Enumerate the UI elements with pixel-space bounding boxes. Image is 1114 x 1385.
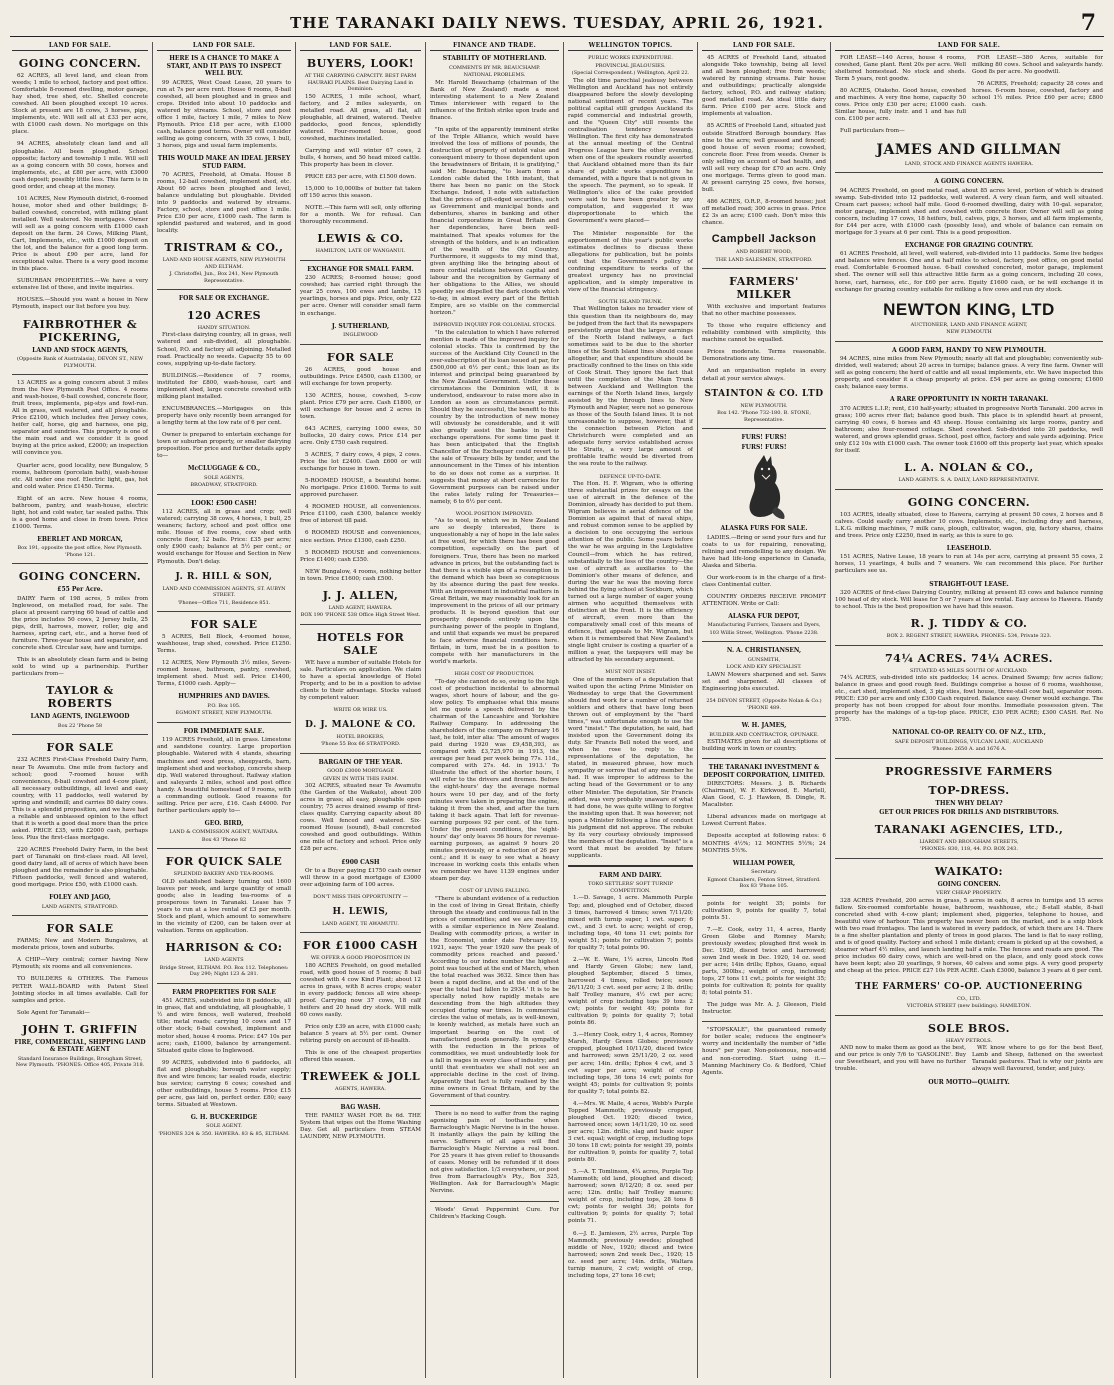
- page-number: 7: [1080, 10, 1096, 36]
- article-text: The Hon. H. F. Wigram, who is offering three substantial prizes for essays on the use of aircraft in the defence of the Dominion, already has decided to put them. Wigram believes in aerial defence of the Dominion as against that of naval ships, and robust common sense to be applied by a decision to one occupying the serious attention of the public. Some years before the war he was arguing in the Legislative Council—from which he has retired, substantially to the loss of the country—the use of aircraft as auxiliaries to the Dominion's other means of defence, and during the war he was the moving force behind the flying school at Sockburn, which turned out a large number of eager young airmen who acquitted themselves with distinction at the front. It is the efficiency of aircraft, even more than the comparatively small cost of this means of defence, that appeals to Mr. Wigram, but when it is remembered that New Zealand's single light cruiser is costing a quarter of a million a year, the taxpayers will may be attracted by his secondary argument.: [568, 481, 693, 664]
- article-text: 5.—A. T. Tomlinson, 4¼ acres, Purple Top Mammoth; old land, ploughed and disced; harrowed; sown 8/12/20; 8 oz. seed per acre; 12in. drills; half Trolley manure; weight of crop, including tops, 28 tons 8 cwt; points for weight 36; points for cultivation 9; points for quality 7; total points 71.: [568, 1169, 693, 1225]
- ad-subheading: WE OFFER A GOOD PROPOSITION IN: [310, 955, 411, 962]
- agent-address: BOX 190 'PHONE 538 Office High Street West.: [300, 612, 421, 619]
- agent-address: THE LAND SALESMEN, STRATFORD.: [715, 256, 813, 263]
- ad-text: ENCUMBRANCES.—Mortgages on this property have only recently been arranged for a lengthy term at the low rate of 6 per cent.: [157, 405, 291, 426]
- agent-address: 'Phone 55 Box 66 STRATFORD.: [320, 741, 401, 748]
- agent-subtitle: LAND AGENTS: [204, 957, 244, 964]
- ad-heading: GOING CONCERN.: [18, 57, 142, 71]
- ad-text: This is an absolutely clean farm and is being sold to wind up a partnership. Further particulars from—: [12, 657, 148, 678]
- ad-text: 320 ACRES of first-class Dairying Country, milking at present 83 cows and balance running 100 head of dry stock. Will lease for 5 or 7 years at low rental. Easy access to Hawera. Handy to school. This is the best proposition we have had this season.: [835, 590, 1103, 611]
- agent-name: SOLE BROS.: [928, 1021, 1010, 1035]
- article-text: 1.—D. Savage, 1 acre. Mammoth Purple Top; and, ploughed end of October, disced 3 times, harrowed 4 times; sown 7/11/20; mixed with turnip super, 1 cwt. super; 6 cwt., and 3 cwt. to acre; weight of crop, including tops, 40 tons 11 cwt; points for weight 51; points for cultivation 7; points for quality 7; total points 90.: [568, 895, 693, 951]
- ad-heading: FOR SALE: [46, 741, 114, 755]
- ad-text: Carrying and will winter 67 cows, 2 bulls, 4 horses, and 50 head mixed cattle. This property has been in clover.: [300, 147, 421, 168]
- masthead: [10, 10, 1104, 37]
- ad-text: FARMS; New and Modern Bungalows, at moderate prices, town and suburbs.: [12, 938, 148, 952]
- column-5: [568, 42, 693, 1378]
- column-3: [300, 42, 421, 1378]
- ad-text: 5 ACRES, 7 dairy cows, 4 pigs, 2 cows. Price the lot £2400. Cash £600 or will exchange for house in town.: [300, 452, 421, 473]
- ad-heading: HOTELS FOR SALE: [316, 630, 405, 657]
- ad-text: FOR LEASE—140 Acres, house 4 rooms, cowshed, Gane plant. Rent 20s per acre. Well sheltered homestead. No stock and sheds. Term 5 years, rent goodw.: [835, 55, 966, 83]
- ad-text: 151 ACRES, Native Lease, 18 years to run at 14s per acre, carrying at present 55 cows, 2 horses, 11 yearlings, 4 bulls and 7 weaners. We can recommend this place. For further particulars see us.: [835, 554, 1103, 575]
- advert-text: "STOPSKALE", the guaranteed remedy for boiler scale; reduces the engineer's worry and incidentally the number of "idle hours" per year. Non-poisonous, non-acid and non-corroding. Start using it.—Manning Machinery Co. & Bedford, 'Chief Agents.: [702, 1027, 826, 1076]
- ad-text: DAIRY Farm of 198 acres, 5 miles from Inglewood, on metalled road, for sale. The place at present carrying 60 head of cattle and the price includes 50 cows, 2 Jersey bulls, 25 pigs, drill, harrows, mower, roller, gig and harness, spring cart, etc., and a horse feed of furniture. Three-year house and separator, and concrete shed. Circular saw, haw and turnips.: [12, 595, 148, 652]
- article-subheading: NATIONAL PROBLEMS.: [463, 72, 526, 79]
- ad-text: 220 ACRES Freehold Dairy Farm, in the best part of Taranaki on first-class road. All level, good dairy land, all of acres of which have been ploughed and the remainder is also ploughable. Fifteen paddocks, well fenced and watered, good mortgage. Price £50, with £1000 cash.: [12, 847, 148, 889]
- column-heading: LAND FOR SALE.: [300, 42, 421, 51]
- ad-subheading: SPLENDID BAKERY AND TEA-ROOMS.: [173, 871, 275, 878]
- agent-name: TARANAKI AGENCIES, LTD.,: [874, 822, 1064, 836]
- ad-heading: GOING CONCERN.: [18, 570, 142, 584]
- ad-text: BUILDINGS.—Residence of 7 rooms, instituted for £800, wash-house, cart and implement shed, large concrete cowshed with milking plant installed.: [157, 372, 291, 400]
- agent-name: EBERLET AND MORCAN,: [37, 535, 123, 543]
- ad-text: 130 ACRES, house, cowshed, 5-cow plant. Price £79 per acre. Cash £1800, or will exchange for house and 2 acres in town.: [300, 392, 421, 420]
- agent-name: HARRISON & CO:: [165, 941, 283, 955]
- ad-text: 5 ACRES, Bell Block, 4-roomed house, washhouse, trap shed, cowshed. Price £1250. Terms.: [157, 634, 291, 655]
- agent-name: J. J. ALLEN,: [322, 588, 399, 602]
- article-subheading: IMPROVED INQUIRY FOR COLONIAL STOCKS.: [433, 322, 556, 329]
- article-text: 7.—E. Cook, estry 11, 4 acres, Hardy Green Globe and Romney Marsh; previously swedes; ploughed first week in Dec. 1920, disced twice and harrowed; sown 2nd week in Dec. 1920, 14 oz. seed per acre; 14in drills; Ephos, Guano, equal parts, 300lbs.; weight of crop, including tops, 27 tons 11 cwt.; points for weight 35; points for cultivation 8; points for quality 8; total points 51.: [702, 926, 826, 997]
- article-text: 2.—W. E. Ware, 1½ acres, Lincoln Red and Hardy Green Globe; new land, ploughed September, disced 5 times, harrowed 4 times, rolled twice; sown 26/11/20; 3 cwt. seed per acre; 2 lb. drills; half Trolley manure, 4½ cwt per acre; weight of crop including tops 39 tons 2 cwt; points for weight 49; points for cultivation 9; points for quality 7; total points 86.: [568, 956, 693, 1027]
- agent-name: TAYLOR & ROBERTS: [46, 684, 114, 711]
- column-heading: FINANCE AND TRADE.: [430, 42, 559, 51]
- article-byline: (Special Correspondent.) Wellington, April 22.: [571, 70, 690, 77]
- ad-text: 85 ACRES of Freehold Land, situated just outside Stratford Borough boundary. Has nine to the acre; well grassed and fenced; good house of seven rooms; cowshed, concrete floor. Free from weeds. Owner is only selling on account of bad health, and will sell very cheap for £70 an acre. Only one mortgage. Terms given to good man. At present carrying 25 cows, five horses, bull.: [702, 123, 826, 193]
- article-subheading: PROVINCIAL JEALOUSIES.: [595, 62, 666, 69]
- article-text: One of the members of a deputation that waited upon the acting Prime Minister on Wednesday to urge that the Government should find work for a number of returned soldiers and others that have long been thrown out of employment by the "hard times," was unfortunate enough to use the word "insist." The deputation, he said, had insisted upon the Government doing its duty. Sir Francis Bell noted the word, and when he rose to reply to the representations of the deputation, he stated, in measured phrase, how much sympathy or sorrow that of any member he had. It was improper to address to the acting head of the Government or to any other Minister. The deputation, Sir Francis added, was very probably unaware of what it had done, he was quite willing to forgive the insisting upon that. It was however, not upon a Minister following a line of conduct his judgment did not approve. The rebuke by its very courtesy obviously impressed the members of the deputation. "Insist" is a word that must be avoided by future supplicants.: [568, 676, 693, 859]
- ad-heading: FOR SALE OR EXCHANGE.: [178, 295, 270, 303]
- ad-text: 45 ACRES of Freehold Land, situated alongside Toko township, being all level and all been ploughed; free from weeds; watered by running streams. Fair house and outbuildings; practically alongside factory, school, P.O. and railway station; good metalled road. An ideal little dairy farm. Price £100 per acre. Stock and implements at valuation.: [702, 55, 826, 118]
- agent-name: McCLUGGAGE & CO.,: [187, 465, 261, 473]
- agent-name: D. J. MALONE & CO.: [305, 719, 416, 730]
- article-text: "To-day she cannot do so, owing to the high cost of production incidental to abnormal wages, short hours of labour, and the go-slow policy. To emphasise what this means let me quote a speech delivered by the chairman of the Lancashire and Yorkshire Railway Company. In addressing the shareholders of the company on February 16 last, he told, inter alia: 'The amount of wages paid during 1920 was £9,458,393, as compared with £3,725,970 in 1913, the average per head per week being 77s. 11d., compared with 27s. 4d. in 1913.' To illustrate the effect of the shorter hours, I will refer to the drivers and firemen. Before the eight-hours' day the average normal hours were 10 per day, and of the forty minutes were taken in preparing the engine, taking it from the shed, and after the turn taking it back again. That left for revenue-earning purposes 92 per cent. of the turn. Under the present conditions, the 'eight-hours' day' only leaves 56 hours for revenue-earning purposes, as against 9 hours 20 minutes previously, or a reduction of 26 per cent.; and it is easy to see what a heavy increase in working costs this entails when we remember we have 1139 engines under steam per day.: [430, 678, 559, 883]
- ad-heading: 74¼ ACRES. 74¼ ACRES.: [885, 651, 1053, 665]
- ad-text: 62 ACRES, all level land, and clean from weeds; 1 mile to school, factory and post office. Comfortable 8-roomed dwelling, motor garage, hay shed, tree shed, etc. Shelled concrete cowshed. All been ploughed except 10 acres. Stock at present are 18 cows, 3 horses, pigs, implements, etc. Will sell all at £33 per acre, with £1000 cash down. No mortgage on this place.: [12, 73, 148, 136]
- agent-subtitle: CO., LTD.: [956, 995, 982, 1002]
- ad-subheading: DON'T MISS THIS OPPORTUNITY —: [313, 894, 408, 901]
- ad-text: Sole Agent for Taranaki—: [17, 1009, 90, 1016]
- agent-name: N. A. CHRISTIANSEN,: [726, 647, 802, 655]
- column-heading: LAND FOR SALE.: [12, 42, 148, 51]
- article-heading: STABILITY OF MOTHERLAND.: [442, 55, 547, 63]
- article-text: The old time parochial jealousy between Wellington and Auckland has not entirely disappeared before the slowly developing national sentiment of recent years. The political capital still grudges Auckland its rapid commercial and industrial growth, and the "Queen City" still resents the centralisation tendency towards Wellington. The first city has demonstrated at the annual meeting of the Central Progress League here the other evening, when one of the speakers roundly asserted that Auckland obtained more than its fair share of public works expenditure he demanded, with a figure that is not given in the speech. The payment, so to speak. If Wellington's slice of the cake provided were said to have been greater by any computation, and suggested it was disproportionate to which the Government's were placed—: [568, 77, 693, 225]
- agent-address: Egmont Chambers, Fenton Street, Stratford. Box 83 'Phone 105.: [707, 876, 821, 890]
- column-4: [430, 42, 559, 1378]
- ad-heading: FOR IMMEDIATE SALE.: [183, 727, 265, 735]
- ad-text: SUBURBAN PROPERTIES.—We have a very extensive list of these, and invite inquiries.: [12, 278, 148, 292]
- agent-subtitle: P.O. Box 105.: [207, 702, 241, 709]
- agent-name: G. H. BUCKERIDGE: [190, 1113, 258, 1121]
- agent-subtitle: LAND AGENTS. S. A. DAILY, LAND REPRESENTATIVE.: [898, 477, 1040, 484]
- ad-heading: FURS! FURS!: [741, 443, 787, 451]
- advert-text: Woods' Great Peppermint Cure. For Children's Hacking Cough.: [430, 1206, 559, 1220]
- agent-name: W. H. JAMES,: [741, 722, 787, 730]
- ad-text: Or to a Buyer paying £1750 cash owner will throw in a good mortgage of £3000 over adjoining farm of 100 acres.: [300, 868, 421, 889]
- ad-heading: FARM PROPERTIES FOR SALE: [172, 988, 276, 996]
- article-text: 3.—Henry Cook, estry 1, 4 acres, Romney Marsh, Hardy Green Globes; previously cropped, ploughed 10/11/20, disced twice and harrowed; sown 25/11/20, 2 oz. seed per acre; 14in. drills; Ephos 4 cwt, and 3 cwt super per acre; weight of crop including tops, 36 tons 14 cwt; points for weight 45; points for cultivation 9; points for quality 7; total points 82.: [568, 1032, 693, 1095]
- ad-text: 643 ACRES, carrying 1000 ewes, 50 bullocks, 20 dairy cows. Price £14 per acre. Only £750 cash required.: [300, 425, 421, 446]
- ad-text: NEW Bungalow, 4 rooms, nothing better in town. Price £1600; cash £500.: [300, 568, 421, 582]
- ad-text: 370 ACRES L.I.P.; rent, £10 half-yearly; situated in progressive North Taranaki. 200 acres in grass; 100 acres river flat; balance good bush. This place is in splendid heart at present, carrying 40 cows, 6 horses and 45 sheep. House containing six large rooms, pantry and bathroom; also four-roomed cottage. Shed cowshed. Sub-divided into 20 paddocks, well watered, and grows splendid grass. School, post office, factory and sale yards adjoining. Price only £12 10s with £1000 cash. The owner took £1600 off this property last year, which speaks for itself.: [835, 405, 1103, 455]
- ad-text: 230 ACRES; 8-roomed house; good cowshed; has carried right through the year 25 cows, 100 ewes and lambs, 15 yearlings, horses and pigs. Price, only £22 per acre. Owner will consider small farm in exchange.: [300, 275, 421, 317]
- agent-address: VICTORIA STREET (new buildings). HAMILTON.: [906, 1003, 1032, 1009]
- agent-address: Bridge Street, ELTHAM. P.O. Box 112. Telephones: Day 290; Night 123 & 281.: [159, 964, 289, 978]
- ad-text: 5-ROOMED HOUSE, a beautiful home. No mortgage. Price £1600. Terms to suit approved purchaser.: [300, 478, 421, 499]
- article-subheading: MUST NOT INSIST.: [605, 669, 656, 676]
- ad-text: With exclusive and important features that no other machine possesses.: [702, 304, 826, 318]
- agent-address: 'PHONES: 830, 118, 44. P.O. BOX 243.: [920, 846, 1018, 853]
- ad-text: 451 ACRES, subdivided into 8 paddocks, all in grass, flat and undulating, all ploughable, 1 ½ and wire fences, well watered, freehold title; metal roads; carrying 10 cows and 17 other stock; 6-bail cowshed, implement and motor shed, house 4 rooms. Price: £47 10s per acre; cash, £1000, balance by arrangement. Situated quite close to Inglewood.: [157, 998, 291, 1054]
- article-text: "There is abundant evidence of a reduction in the cost of living in Great Britain, chiefly through the steady and continuous fall in the prices of commodities; and we are meeting with a similar experience in New Zealand. Dealing with commodity prices, a writer in the Economist, under date February 19, 1921, says: 'The year 1920 saw the peak of commodity prices reached and passed.' According to our index number the highest point was touched at the end of March, when the total reached was 3632. Since then has been a rapid decline, and at the end of the year the total had fallen to 2934.' It is to be specially noted how rapidly metals are descending from the high altitudes they occupied during war times. In commercial circles the value of metals, as is well-known, is keenly watched, as metals have such an important bearing on the cost of manufactured goods generally. In sympathy with the reduction in the prices of commodities, we must undoubtedly look for a fall in wages in every class of industry; and until that eventuates we shall not see an appreciable decline in the cost of living. Apparently that fact is fully realised by the mine owners in Great Britain, and by the Government of that country.: [430, 895, 559, 1099]
- advert-text: There is no need to suffer from the raging agonising pain of toothache when Barraclough's Magic Nervine is in the house. It instantly allays the pain by killing the nerve. Sufferers of all ages will find Barraclough's Magic Nervine a real boon. For 25 years it has given relief to thousands of cases. Money will be refunded if it does not give satisfaction. 1/3 everywhere, or post free from Barraclough's Pty., Box 325, Wellington. Ask for Barraclough's Magic Nervine.: [430, 1110, 559, 1195]
- ad-text: Prices moderate. Terms reasonable. Demonstrations any time.: [702, 349, 826, 363]
- article-text: 6.—J. E. Jamieson, 2½ acres, Purple Top Mammoth; previously swedes; ploughed middle of Nov., 1920; disced and twice harrowed; sown 2nd week Dec., 1920; 15 oz. seed per acre; 14in. drills, Waltara turnip manure, 2 cwt; weight of crop, including tops, 27 tons 16 cwt;: [568, 1230, 693, 1279]
- ad-text: 328 ACRES Freehold, 200 acres in grass, 5 acres in oats, 8 acres in turnips and 15 acres fallow. Six-roomed comfortable house, bathroom, washhouse, etc.; 8-stall stable, 8-bail concreted shed with 4-cow plant; implement shed, piggeries, telephone to house, and beautiful view of harbour. This property has never been on the market, and is a snip block with two road frontages. The land is watered in every paddock, of which there are 14. There is a fine shelter plantation and plenty of trees in good places. The land is flat to easy rolling, and is of good quality. Factory and school 1 mile distant; cream is picked up at the cowshed, a steamer wharf 4½ miles, and launch landing half a mile. The fences and roads are good. The price includes 60 dairy cows, which are well-bred on the place, and only good stock cows have been kept; also 20 yearlings, 9 horses, 40 calves and some pigs. A very good property and cheap at the price. PRICE £27 10s PER ACRE. Cash £3000, balance 3 years at 6 per cent.: [835, 897, 1103, 975]
- ad-text: NOTE.—This farm will sell, only offering for a month. We for refusal. Can thoroughly recommend.: [300, 205, 421, 226]
- ad-subheading: £55 Per Acre.: [57, 586, 103, 594]
- ad-text: Quarter acre, good locality, new Bungalow, 5 rooms, bathroom (porcelain bath), wash-house etc. All under one roof. Electric light, gas, hot and cold water. Price £1450. Terms.: [12, 462, 148, 490]
- ad-text: And an organisation replete in every detail at your service always.: [702, 368, 826, 382]
- ad-subheading: GIVEN IN WITH THIS FARM.: [322, 775, 399, 782]
- article-text: "In spite of the apparently imminent strike of the Triple Alliance, which would have involved the loss of millions of pounds, the destruction of property of untold value and consequent misery to those dependent upon the breadwinners of Britain, it is gratifying," said Mr. Beauchamp, "to learn from a London cable dated the 16th instant, that there has been no panic on the Stock Exchange. Indeed, I note with satisfaction that the prices of gilt-edged securities, such as Government and municipal bonds and debentures, shares in banking and other financial corporations in Great Britain and her dependencies, have been well-maintained. That speaks volumes for the strength of the holders, and is an indication of the wealth of the Old Country. Furthermore, it suggests to my mind that, given anything like the bringing about of more cordial relations between capital and labour and the recognition by Germany of her obligations to the Allies, we should speedily see dispelled the dark clouds which to-day, in almost every part of the British Empire, are so visible on the commercial horizon.": [430, 126, 559, 317]
- column-7: [835, 42, 1103, 1378]
- ad-text: 4 ROOMED HOUSE, all conveniences. Price £1100, cash £300, balance weekly free of interest till paid.: [300, 504, 421, 525]
- article-subheading: SOUTH ISLAND TRUNK.: [598, 298, 663, 305]
- ad-heading: PROGRESSIVE FARMERS: [885, 764, 1053, 778]
- agent-subtitle: BUILDER AND CONTRACTOR, OPUNAKE.: [709, 731, 819, 738]
- ad-heading: BAG WASH.: [340, 1103, 381, 1111]
- ad-text: 99 ACRES, subdivided into 6 paddocks, all flat and ploughable; borough water supply; five and wire fences; tar sealed roads, electric bus service; carrying 6 cows; cowshed and other outbuildings, house 5 rooms. Price £15 per acre, gas laid on, perfect order. £80; easy terms. Situated at Westown.: [157, 1059, 291, 1108]
- ad-subheading: AT THE CARRYING CAPACITY. BEST FARM HAURAKI PLAINS. Best Dairying Land in Dominion.: [304, 73, 417, 93]
- agent-address: Box 22 'Phone 58: [57, 722, 103, 729]
- ad-text: THE FAMILY WASH FOR 8s 6d. THE System that wipes out the Home Washing Day. Get all particulars from STEAM LAUNDRY, NEW PLYMOUTH.: [300, 1113, 421, 1141]
- ad-subheading: GOOD £3000 MORTGAGE: [327, 768, 394, 775]
- agent-address: LOCK AND KEY SPECIALIST.: [726, 664, 802, 671]
- ad-text: WE know where to go for the best Beef, Lamb and Sheep, fattened on the sweetest Taranaki pastures. That is why our joints are always well flavoured, tender, and juicy.: [972, 1045, 1103, 1073]
- ad-text: Price only £39 an acre, with £1000 cash; balance 5 years at 5½ per cent. Owner retiring purely on account of ill-health.: [300, 1024, 421, 1045]
- ad-text: Owner is prepared to entertain exchange for town or suburban property, or smaller dairying proposition. For price and further details apply to—: [157, 432, 291, 460]
- article-subheading: TOKO SETTLERS' SOFT TURNIP COMPETITION.: [588, 881, 673, 894]
- agent-name: TRISTRAM & CO.,: [164, 241, 284, 255]
- ad-subheading: THEN WHY DELAY?: [935, 799, 1003, 807]
- ad-text: 26 ACRES, good house and outbuildings. Price £4500, cash £1300, or will exchange for town property.: [300, 366, 421, 387]
- ad-subheading: £900 CASH: [341, 858, 380, 866]
- column-heading: WELLINGTON TOPICS.: [568, 42, 693, 51]
- article-text: The judge was Mr. A. J. Gleeson, Field Instructor.: [702, 1002, 826, 1016]
- ad-subheading: GET OUR PRICES FOR DRILLS AND DISTRIBUTORS.: [879, 809, 1059, 817]
- ad-text: First-class dairying country, all in grass, well watered and sub-divided, all ploughable. School, P.O. and factory all adjoining. Metalled road. Practically no weeds. Capacity 55 to 60 cows, supplying up-to-date factory.: [157, 332, 291, 367]
- agent-subtitle: AND ROBERT WOOD,: [735, 249, 793, 256]
- agent-subtitle: SOLE AGENT.: [206, 1123, 242, 1130]
- ad-text: OLD established bakery turning out 1600 loaves per week, and large quantity of small goods; also in leading tea-rooms of a prosperous town in Taranaki. Lease has 7 years to run at a low rental of £3 per month. Stock and plant, which amount to somewhere in the vicinity of £200, can be taken over at valuation. Terms on application.: [157, 878, 291, 935]
- ad-text: AND now to make them as good as the best, and our price is only 7/6 to 'GASOLINE'. Buy our Sweetheart, and you will have no further trouble.: [835, 1045, 966, 1073]
- agent-subtitle: LAND AND HOUSE AGENTS, NEW PLYMOUTH AND ELTHAM.: [162, 257, 286, 270]
- agent-address: (Opposite Bank of Australasia), DEVON ST., NEW PLYMOUTH.: [17, 356, 143, 369]
- agent-name: WILLIAM POWER,: [732, 859, 796, 867]
- agent-name: J. R. HILL & SON,: [175, 571, 273, 582]
- ad-heading: FOR £1000 CASH: [302, 939, 419, 953]
- column-rule: [830, 42, 831, 1378]
- agent-address: 'Phones—Office 711, Residence 851.: [177, 599, 271, 606]
- agent-subtitle: LAND AGENTS, STRATFORD.: [41, 903, 119, 910]
- agent-subtitle: GUNSMITH,: [747, 656, 781, 663]
- agent-subtitle: HOTEL BROKERS,: [336, 733, 385, 740]
- ad-text: 99 ACRES, West Coast Lease, 20 years to run at 7s per acre rent. House 6 rooms, 8-bail cowshed, all been ploughed and in grass and crops. Divided into about 10 paddocks and watered by streams. School, store and post office 1 mile, factory 1 mile, 7 miles to New Plymouth. Price £18 per acre, with £1000 cash, balance good terms. Owner will consider selling as going concern, with 35 cows, 1 bull, 3 horses, pigs and usual farm implements.: [157, 79, 291, 149]
- column-rule: [697, 42, 698, 1378]
- ad-text: ESTIMATES given for all descriptions of building work in town or country.: [702, 739, 826, 753]
- ad-text: 74¼ ACRES, sub-divided into six paddocks; 14 acres. Drained Swamp; few acres fallow; balance in grass and good rough feed. Buildings comprise a house of 6 rooms, washhouse, etc., cart shed, implement shed, 3 pig sties, fowl house, three-stall cow bail, separator room. PRICE: £30 per acre and only £300 Cash required. Balance easy. Owner would exchange. The property has not been cropped for about four months. Immediate possession given. The property has the makings of a tip-top place. PRICE, £30 PER ACRE; £300 CASH. Ref. No 5795.: [835, 675, 1103, 724]
- agent-address: Box 142. 'Phone 732-180. B. STONE, Representative.: [717, 410, 811, 423]
- ad-text: 61 ACRES Freehold, all level, well watered, sub-divided into 11 paddocks. Some live hedges and balance wire fences. One and a half miles to school, factory, post office, on good metal road. Comfortable 6-roomed house. 6-bail cowshed concreted, motor garage, implement shed. The owner will sell this attractive little farm as a going concern, including 20 cows, horse, cart, harness, etc., for £60 per acre. Equity £1600 cash, or he will exchange it in exchange for grazing country suitable for milking a few cows and run dry stock.: [835, 251, 1103, 293]
- agent-subtitle: LAND AGENT, HAWERA.: [328, 604, 393, 611]
- agent-name: ALASKA FUR DEPOT,: [728, 612, 800, 620]
- ad-subheading: THIS WOULD MAKE AN IDEAL JERSEY STUD FARM.: [157, 155, 291, 170]
- ad-heading: A RARE OPPORTUNITY IN NORTH TARANAKI.: [889, 396, 1049, 404]
- lease-ads-row: [835, 55, 1103, 128]
- ad-heading: BUYERS, LOOK!: [306, 57, 415, 71]
- agent-address: EGMONT STREET, NEW PLYMOUTH.: [175, 710, 273, 717]
- agent-name: STAINTON & CO. LTD: [704, 388, 824, 399]
- ad-subheading: VERY CHEAP PROPERTY.: [936, 890, 1002, 897]
- agent-subtitle: AGENTS, HAWERA.: [335, 1086, 386, 1093]
- agent-name: THE FARMERS' CO-OP. AUCTIONEERING: [855, 981, 1083, 992]
- agent-subtitle: LAND AGENT, TE AWAMUTU.: [322, 920, 399, 927]
- article-subheading: COMMENTS BY MR. BEAUCHAMP.: [448, 64, 541, 71]
- ad-heading: FOR SALE: [327, 350, 394, 364]
- ad-text: 94 ACRES Freehold, on good metal road, about 85 acres level, portion of which is drained swamp. Sub-divided into 12 paddocks, well watered. A very clean farm, and well situated. Cream cart passes; school half mile. Good 6-roomed dwelling, dairy with 10-gal. separator, motor garage, implement shed and cowshed with concrete floor. Owner will sell as going concern, including 17 cows, 18 heifers, bull, calves, pigs, 3 horses, and all farm implements, for £44 per acre, with £1000 cash (possibly less), and whole of balance can remain on mortgage for 3 years at 6 per cent. This is a good proposition.: [835, 187, 1103, 236]
- ad-text: 80 ACRES, Otakeho. Good house, cowshed and machines. A very fine home, capacity 50 cows. Price only £30 per acre; £1000 cash. Similar house, fully instr. and 1 and has full con. £100 per acre.: [835, 88, 966, 123]
- ad-text: 101 ACRES, New Plymouth district, 6-roomed house, motor shed and other buildings; 8-bailed cowshed, concreted, with milking plant installed. Well watered. No mortgages. Owner will sell as a going concern with £1000 cash deposit on the farm. 24 Cows, Milking Plant, Cart, Implements, etc., with £1000 deposit on the lot, and the balance for a good long term. Price is about £90 per acre, land for exceptional value. There is a very good income in this place.: [12, 195, 148, 273]
- agent-address: 'PHONES 324 & 350. HAWERA. 83 & 85, ELTHAM.: [158, 1130, 290, 1137]
- ad-text: 150 ACRES, 1 mile school, wharf, factory, and 2 miles saleyards, on metalled road. All grass, all flat, all ploughable, all drained, watered. Twelve paddocks, good fences, splendidly watered. Four-roomed house, good cowshed, machines installed.: [300, 93, 421, 142]
- agent-subtitle: LIARDET AND BROUGHAM STREETS,: [919, 838, 1019, 845]
- agent-address: Box 43 'Phone 82: [201, 836, 247, 843]
- column-1: [12, 42, 148, 1378]
- article-heading: PUBLIC WORKS EXPENDITURE.: [588, 55, 673, 62]
- column-heading: LAND FOR SALE.: [835, 42, 1103, 51]
- column-heading: LAND FOR SALE.: [157, 42, 291, 51]
- agent-address: NEW PLYMOUTH: [946, 329, 992, 336]
- article-text: That Wellington takes no broader view of this question than its neighbours do, may be judged from the fact that its newspapers persistently argue that the larger earnings of the North Island railways, a fact sometimes said to be due to the shorter lines of the South Island lines should cease altogether, and that expenditure should be practically confined to the lines on this side of Cook Strait. They ignore the fact that until the completion of the Main Trunk between Auckland and Wellington the earnings of the North Island lines, largely assisted by the through lines to New Plymouth and Napier, were not so generous as those of the South Island lines. It is not unreasonable to suppose, however, that if the connection between Picton and Christchurch were completed and an adequate ferry service established across the Straits, a very large amount of profitable traffic would be diverted from the sea route to the railway.: [568, 306, 693, 468]
- article-text: The Minister responsible for the apportionment of this year's public works estimates declines to discuss these allegations for publication, but he points out that the Government's policy of confining expenditure to works of the greatest urgency has no provincial application, and is simply imperative in view of the financial stringency.: [568, 230, 693, 293]
- article-text: 4.—Mrs. W. Maile, 4 acres, Webb's Purple Topped Mammoth; previously cropped, ploughed Oct. 1920; disced twice, harrowed once; sown 14/11/20, 10 oz. seed per acre; 12in. drills; slag and basic super 3 cwt. equal; weight of crop, including tops 30 tons 18 cwt; points for weight 39, points for cultivation 9, points for quality 7, total points 80.: [568, 1100, 693, 1164]
- ad-text: Deposits accepted at following rates: 6 MONTHS 4½%; 12 MONTHS 5½%; 24 MONTHS 5½%.: [702, 833, 826, 854]
- ad-text: 12 ACRES, New Plymouth 3½ miles, Seven-roomed house, bathroom, pantry, cowshed, implement shed. Must sell. Price £1400, Terms, £1000 cash. Apply—: [157, 660, 291, 688]
- agent-name: FAIRBROTHER & PICKERING,: [22, 317, 138, 344]
- ad-text: 6 ROOMED HOUSE and conveniences, nice section. Price £1300, cash £250.: [300, 530, 421, 544]
- ad-text: Liberal advances made on mortgage at Lowest Current Rates.: [702, 814, 826, 828]
- ad-text: DIRECTORS: Messrs. J. B. Richards (Chairman), W. F. Kirkwood, E. Martell, Alan Good, C. J. Hawken, B. Dingle, R. Macalister.: [702, 781, 826, 809]
- agent-address: BROADWAY, STRATFORD.: [190, 482, 258, 489]
- article-subheading: HIGH COST OF PRODUCTION.: [454, 671, 535, 678]
- ad-text: 103 ACRES, ideally situated, close to Hawera, carrying at present 50 cows, 2 horses and 8 calves. Could easily carry another 10 cows. Implements, etc., including dray and harness, L.K.G. milking machines, 7 milk cans, plough, cultivator, wagon, gig, factory shares, chains and trees. Price only £2250, fixed in early, as this is sure to go.: [835, 511, 1103, 539]
- agent-subtitle: Manufacturing Furriers, Tanners and Dyers,: [707, 622, 821, 629]
- ad-text: A CHIP—Very central; corner having New Plymouth; six rooms and all conveniences.: [12, 957, 148, 971]
- ad-heading: GOING CONCERN.: [907, 495, 1031, 509]
- ad-text: 180 ACRES Freehold, on good metalled road, with good house of 5 rooms; 8 bail cowshed with 4 cow Kind Plant; about 12 acres in grass, with 8 acres crops; water in every paddock; fences all wire sheep-proof. Carrying now 37 cows, 18 calf heifers and 20 head dry stock. Will milk 60 cows easily.: [300, 962, 421, 1018]
- agent-subtitle: SAFE DEPOSIT BUILDINGS, VULCAN LANE, AUCKLAND: [894, 738, 1044, 745]
- article-text: "As to wool, in which we in New Zealand are so deeply interested, there is unquestionably a ray of hope in the late sales at free wool, for which there has been good competition, especially on the part of foreigners. True, there has been no marked advance in prices, but the outstanding fact is that there is a visible sign of a resumption in the demand which has been so conspicuous by its absence during the past few weeks. With an improvement in industrial matters in Great Britain, we may reasonably look for an improvement in the prices of all our primary products. It is beyond question that our prosperity depends entirely upon the purchasing power of the people in England, and until that expands we must be prepared to face adverse financial conditions here. Britain, in turn, must be in a position to compete with her manufacturers in the world's markets.: [430, 518, 559, 666]
- agent-name: HUMPHRIES AND DAVIES.: [178, 693, 270, 701]
- agent-subtitle: LAND AND COMMISSION AGENTS, ST. AUBYN STREET.: [162, 585, 286, 599]
- agent-subtitle: FIRE, COMMERCIAL, SHIPPING LAND & ESTATE AGENT: [14, 1038, 146, 1054]
- ad-heading: BARGAIN OF THE YEAR.: [318, 758, 403, 766]
- agent-name: LEWIS & CO.: [317, 232, 404, 246]
- ad-text: Full particulars from—: [840, 128, 905, 135]
- ad-heading: EXCHANGE FOR SMALL FARM.: [307, 265, 414, 273]
- ad-heading: TOP-DRESS.: [928, 783, 1010, 797]
- ad-heading: FOR QUICK SALE: [165, 855, 283, 869]
- column-rule: [152, 42, 153, 1378]
- ad-text: 76 ACRES, Freehold; capacity 28 cows and horses. 6-room house, cowshed, factory and school 1½ miles. Price £60 per acre; £800 cash.: [972, 81, 1103, 109]
- ad-text: 94 ACRES, absolutely clean land and all ploughable. All been ploughed. School opposite; factory and township 1 mile. Will sell as a going concern with 50 cows, horses and implements, etc., at £80 per acre, with £3000 cash deposit; possibly little less. This farm is in good order, and cheap at the money.: [12, 141, 148, 190]
- agent-name: R. J. TIDDY & CO.: [910, 617, 1028, 631]
- article-subheading: DEFENCE UP-TO-DATE.: [599, 473, 662, 480]
- ad-heading: FOR SALE: [46, 922, 114, 936]
- agent-subtitle: BOX 2. REGENT STREET, HAWERA. PHONES: 534, Private 323.: [886, 633, 1052, 640]
- ad-text: TO BUILDERS & OTHERS. The Famous PETER WALL-BOARD with Patent Steel Jointing stocks in all times available. Call for samples and price.: [12, 976, 148, 1004]
- ad-text: 13 ACRES as a going concern about 3 miles from the New Plymouth Post Office. 4 rooms and wash-house, 6-bail cowshed, concrete floor, fruit trees, implements, pig-stys and fowl-run. All in grass, well watered, and all ploughable. Price £2100, which includes five Jersey cows, heifer calf, horse, gig and harness, one pig, separator and sundries. This property is one of the main road and we consider it is good buying at the price asked, £2000; an inspection will convince you.: [12, 380, 148, 457]
- agent-name: NATIONAL CO-OP. REALTY CO. OF N.Z., LTD.,: [892, 729, 1046, 737]
- agent-subtitle: SOLE AGENTS,: [204, 474, 244, 481]
- ad-heading: A GOOD FARM, HANDY TO NEW PLYMOUTH.: [892, 346, 1046, 354]
- agent-name: H. LEWIS,: [332, 906, 389, 917]
- agent-subtitle: LAND AND STOCK AGENTS,: [32, 346, 128, 354]
- agent-name: THE TARANAKI INVESTMENT & DEPOSIT CORPORATION, LIMITED.: [703, 764, 825, 779]
- ad-text: LADIES.—Bring or send your furs and fur coats to us for repairing, renovating, relining and remodelling to any design. We have had life-long experience in Canada, Alaska and Siberia.: [702, 534, 826, 569]
- ad-heading: 120 ACRES: [186, 308, 262, 322]
- ad-heading: WAIKATO:: [934, 864, 1004, 878]
- ad-text: 5 ROOMED HOUSE and conveniences. Price £1400; cash £350.: [300, 549, 421, 563]
- ad-heading: EXCHANGE FOR GRAZING COUNTRY.: [904, 241, 1034, 249]
- agent-name: GEO. BIRD,: [204, 819, 244, 827]
- column-rule: [295, 42, 296, 1378]
- agent-name: TREWEEK & JOLL: [300, 1070, 421, 1084]
- ad-text: To those who require efficiency and reliability combined with simplicity, this machine cannot be equalled.: [702, 323, 826, 344]
- ad-heading: LEASEHOLD.: [946, 544, 992, 552]
- agent-address: 103 Willis Street, Wellington. 'Phone 2238.: [709, 629, 819, 636]
- agent-subtitle: LAND, STOCK AND FINANCE AGENTS HAWERA.: [904, 160, 1034, 167]
- agent-name: JOHN T. GRIFFIN: [22, 1022, 138, 1036]
- ad-text: 70 ACRES, Freehold, at Omata. House 8 rooms, 12-bail cowshed, implement shed, etc. About 60 acres been ploughed and level, balance undulating but ploughable. Divided into 9 paddocks and watered by streams. Factory, school, store and post office 1 mile. Price £30 per acre, £1000 cash. The farm is splendid pastured and watered, and in good locality.: [157, 172, 291, 235]
- agent-subtitle: INGLEWOOD: [343, 332, 378, 339]
- ad-text: 94 ACRES, nine miles from New Plymouth; nearly all flat and ploughable; conveniently sub-divided, well watered; about 20 acres in turnips; balance grass. A very fine farm. Owner will sell as going concern; the herd of cattle and all usual implements, etc. We have inspected this property, and consider it a cheap property at price. £54 per acre as going concern; £1600 cash; balance easy terms.: [835, 356, 1103, 391]
- agent-subtitle: HAMILTON, LATE OF WANGANUI.: [315, 248, 406, 255]
- page-title: THE TARANAKI DAILY NEWS. TUESDAY, APRIL 26, 1921.: [290, 14, 824, 32]
- ad-subheading: WRITE OR WIRE US.: [333, 707, 388, 714]
- ad-text: HOUSES.—Should you want a house in New Plymouth, inspect our list before you buy.: [12, 297, 148, 311]
- article-subheading: WOOL POSITION IMPROVED.: [455, 510, 534, 517]
- ad-text: LAWN Mowers sharpened and set. Saws set and sharpened. All classes of Engineering jobs executed.: [702, 671, 826, 693]
- agent-name: Campbell Jackson: [711, 233, 817, 246]
- agent-name: J. SUTHERLAND,: [331, 322, 390, 330]
- lease-ads-left: [835, 55, 966, 128]
- final-ads-row: [835, 1045, 1103, 1078]
- ad-text: 486 ACRES, O.R.P., 8-roomed house; just off metalled road; 300 acres in grass. Price £2 3s an acre; £100 cash. Don't miss this chance.: [702, 198, 826, 227]
- ad-text: This is one of the cheapest properties offered this season.: [300, 1050, 421, 1064]
- article-text: "In the calculation to which I have referred mention is made of the improved inquiry for colonial stocks. This is confirmed by the success of the Auckland City Council in the over-subscription of its loan issued at par, for £500,000 at 6½ per cent.; this loan as its interest and principal being guaranteed by the New Zealand Government. Under these circumstances the Dominion will, it is understood, endeavour to raise more also in London as soon as circumstances permit. Should they be successful, the benefit to this country by the introduction of new money will obviously be considerable, and it will also greatly assist the banks in their exchange operations. For some time past it has been anticipated that the English Chancellor of the Exchequer could revert to the sale of Treasury bills by tender, and the announcement in the Times of his intention to do so does not come as a surprise. It suggests that money at short currencies for Government purposes can be raised under the rates lately ruling for Treasuries—namely, 6 to 6½ per cent.: [430, 329, 559, 505]
- agent-address: Box 191, opposite the post office, New Plymouth. 'Phone 121.: [17, 545, 143, 558]
- ad-subheading: OUR MOTTO—QUALITY.: [928, 1079, 1010, 1087]
- column-rule: [563, 42, 564, 1378]
- ad-heading: FOR SALE: [190, 618, 258, 632]
- agent-address: Standard Insurance Buildings, Brougham Street, New Plymouth. 'PHONES: Office 405, Private 318.: [15, 1055, 145, 1069]
- ad-text: 112 ACRES, all in grass and crop; well watered; carrying 38 cows, 4 horses, 1 bull, 25 weaners; factory, school and post office one mile. House of five rooms, cow shed with concrete floor, 12 bails. Price: £35 per acre; only £900 cash; balance at 5½ per cent.; or would exchange for House and Section in New Plymouth. Don't delay.: [157, 509, 291, 565]
- ad-text: 15,000 to 10,000lbs of butter fat taken off 150 acres this season.: [300, 186, 421, 200]
- agent-subtitle: LAND AGENTS, INGLEWOOD: [30, 713, 130, 721]
- ad-subheading: SITUATED 45 MILES SOUTH OF AUCKLAND.: [909, 667, 1029, 674]
- article-subheading: COST OF LIVING FALLING.: [458, 888, 531, 895]
- lease-ads-right: [972, 55, 1103, 128]
- agent-name: FOLEY AND JAGO,: [49, 894, 111, 902]
- ad-text: WE have a number of suitable Hotels for sale. Particulars on application. We claim to have a special knowledge of Hotel Property, and to be in a position to advise clients to their advantage. Stocks valued by competent valuer.: [300, 659, 421, 701]
- agent-subtitle: AUCTIONEER, LAND AND FINANCE AGENT,: [910, 321, 1028, 328]
- ad-text: PRICE £83 per acre, with £1500 down.: [305, 174, 417, 181]
- ad-subheading: ALASKA FURS FOR SALE.: [720, 525, 808, 533]
- article-text: Mr. Harold Beauchamp (chairman of the Bank of New Zealand) made a most interesting statement to a New Zealand Times interviewer with regard to the influence of the British strike upon trade and finance.: [430, 79, 559, 121]
- ad-text: FOR LEASE—380 Acres, suitable for milking 80 cows. School and saleyards handy. Good 8s per acre. No goodwill.: [972, 55, 1103, 76]
- ad-text: 119 ACRES Freehold, all in grass. Limestone and sandstone country. Large proportion ploughable. Watered with 4 stands, shearing machines and wool press, sheepyards, barn, implement shed and workshop, concrete sheep dip. Well watered throughout. Railway station and saleyards 2 miles, school and post office handy. A beautiful homestead of 9 rooms, with a commanding outlook. Good reasons for selling. Price per acre, £16. Cash £4000. For further particulars apply to—: [157, 737, 291, 814]
- column-2: [157, 42, 291, 1378]
- ad-heading: FARMERS' MILKER: [729, 275, 799, 302]
- article-heading: FARM AND DAIRY.: [599, 871, 662, 879]
- ad-heading: A GOING CONCERN.: [934, 178, 1004, 186]
- ad-heading: FURS! FURS!: [741, 434, 787, 442]
- ad-heading: LOOK! £500 CASH!: [191, 499, 257, 507]
- ad-heading: STRAIGHT-OUT LEASE.: [929, 580, 1009, 588]
- ad-subheading: HERE IS A CHANCE TO MAKE A START, AND IT PAYS TO INSPECT WELL BUY.: [166, 55, 282, 78]
- agent-subtitle: Secretary.: [751, 869, 777, 876]
- agent-name: L. A. NOLAN & CO.,: [904, 461, 1034, 475]
- agent-name: JAMES AND GILLMAN: [876, 141, 1062, 158]
- agent-name: NEWTON KING, LTD: [883, 299, 1055, 319]
- agent-subtitle: LAND & COMMISSION AGENT, WAITARA.: [169, 829, 279, 836]
- ad-subheading: HEAVY PETROLS.: [945, 1037, 993, 1044]
- agent-address: J. Christoffel, Jun., Box 241, New Plymouth Representative.: [169, 271, 279, 284]
- ad-text: Eight of an acre. New house 4 rooms, bathroom, pantry, and wash-house, electric light, hot and cold water, tar sealed paths. This is a good home and close in from town. Price £1000. Terms.: [12, 495, 148, 530]
- ad-text: Our work-room is in the charge of a first-class Continental cutter.: [702, 574, 826, 588]
- agent-subtitle: NEW PLYMOUTH.: [740, 402, 788, 409]
- fox-illustration: [740, 455, 788, 521]
- ad-subheading: GOING CONCERN.: [937, 880, 1001, 888]
- column-rule: [425, 42, 426, 1378]
- ad-text: 302 ACRES, situated near Te Awamutu (the Garden of the Waikato), about 200 acres in grass; all easy, ploughable open country; 75 acres drained swamp of first-class quality. Carrying capacity about 80 cows. Well fenced and watered. Six-roomed House (sound), 8-bail concreted cowshed and good outbuildings. Within one mile of factory and school. Price only £28 per acre.: [300, 783, 421, 853]
- ad-subheading: HANDY SITUATION.: [197, 324, 251, 331]
- ad-text: 254 DEVON STREET, (Opposite Nolan & Co.) 'PHONE 489.: [706, 698, 822, 711]
- column-6: [702, 42, 826, 1378]
- ad-text: 232 ACRES First-Class Freehold Dairy Farm, near Te Awamutu. One mile from factory and school; good 7-roomed house with conveniences, 8-bail cowshed and 4-cow plant, all necessary outbuildings, all level and easy country, with 11 paddocks, well watered by spring and windmill; and carries 80 dairy cows. This is a splendid proposition, and we have had a reliable and unbiassed opinion to the effect that it is worth a good deal more than the price asked. PRICE £35, with £2000 cash, perhaps less. Plus the first-class mortgage.: [12, 757, 148, 841]
- column-heading: LAND FOR SALE.: [702, 42, 826, 51]
- agent-address: 'Phones: 2650 A. and 1676 A.: [931, 746, 1007, 753]
- ad-text: COUNTRY ORDERS RECEIVE PROMPT ATTENTION. Write or Call:: [702, 593, 826, 607]
- article-text: points for weight 35; points for cultivation 9, points for quality 7, total points 51.: [702, 900, 826, 921]
